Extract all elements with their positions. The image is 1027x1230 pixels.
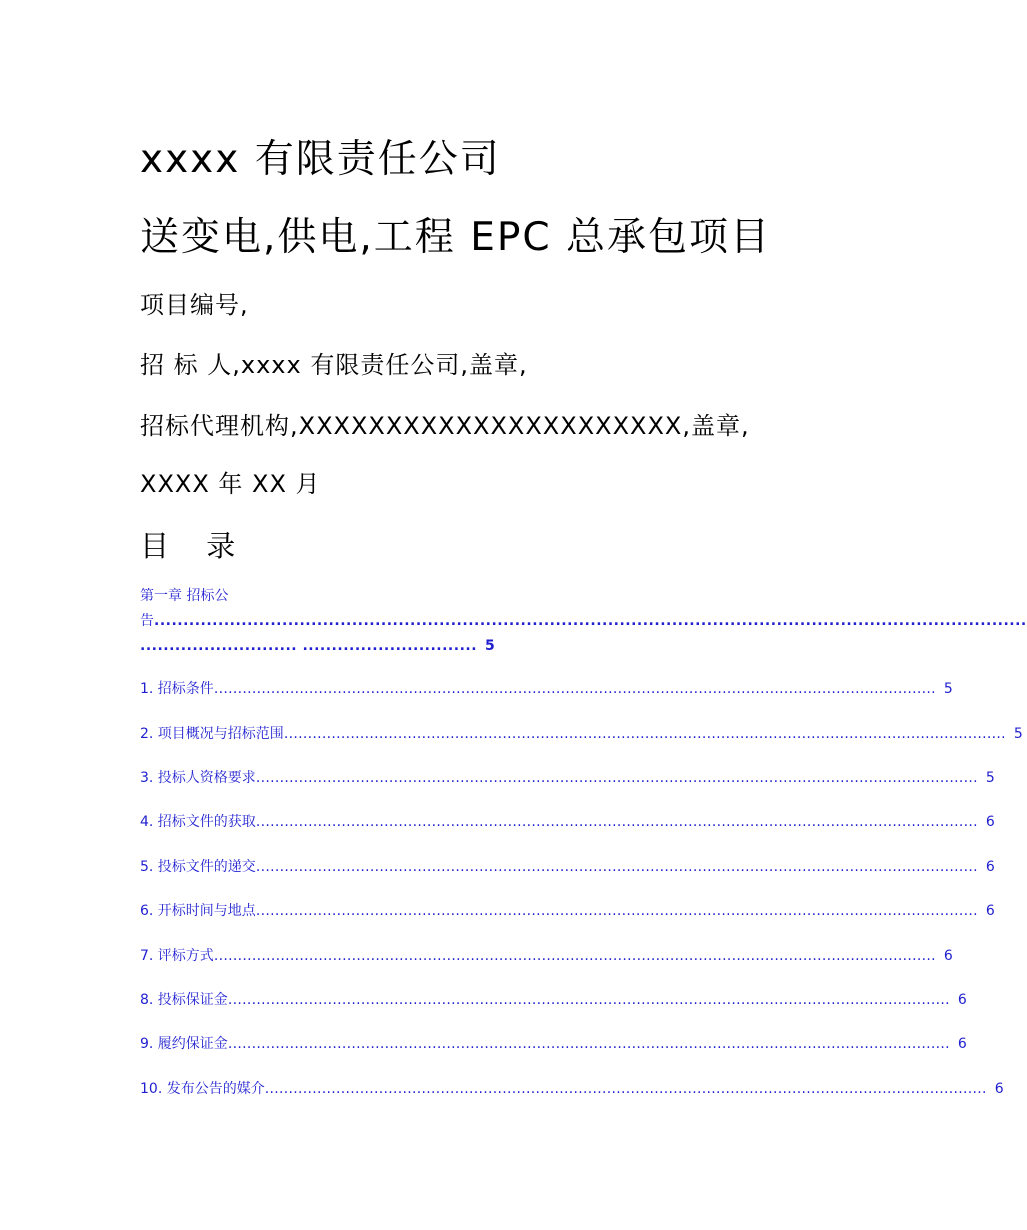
toc-chapter-title: 第一章 招标公 [140, 588, 229, 604]
toc-leader-dots: ........................................................................................................................................................ [255, 859, 978, 875]
toc-chapter-title-end: 告 [140, 613, 154, 629]
toc-item[interactable] [140, 678, 953, 700]
toc-page-number: 6 [957, 992, 967, 1008]
toc-leader-dots: ........................................................................................................................................................ [283, 726, 1006, 742]
toc-item[interactable] [140, 1033, 967, 1055]
toc-leader-dots: ........................................................................................................................................................ [255, 770, 978, 786]
toc-page-number: 6 [985, 814, 995, 830]
toc-leader-dots: ........................................................................................................................................................ [213, 681, 936, 697]
toc-item[interactable] [140, 811, 995, 833]
toc-page-number: 5 [985, 770, 995, 786]
toc-leader-dots: ........................................................................................................................................................ [255, 814, 978, 830]
toc-item[interactable] [140, 767, 995, 789]
toc-item[interactable] [140, 945, 953, 967]
project-number-label: 项目编号, [140, 291, 249, 319]
toc-item-label: 5. 投标文件的递交 [140, 859, 256, 875]
toc-leader-dots: ........................... .............................. [140, 638, 478, 654]
toc-item[interactable] [140, 1078, 1004, 1100]
toc-item-label: 7. 评标方式 [140, 948, 214, 964]
toc-leader-dots: ........................................................................................................................................................ [264, 1081, 987, 1097]
toc-item-label: 2. 项目概况与招标范围 [140, 726, 284, 742]
toc-leader-dots: ...................................................................................................................................................... [154, 613, 1027, 629]
toc-chapter-1[interactable] [140, 584, 1027, 659]
toc-item[interactable] [140, 900, 995, 922]
toc-item-label: 4. 招标文件的获取 [140, 814, 256, 830]
toc-chapter-title-cont [140, 609, 1027, 634]
toc-item-label: 6. 开标时间与地点 [140, 903, 256, 919]
toc-page-number: 5 [943, 681, 953, 697]
toc-chapter-leader-row [140, 634, 820, 659]
toc-item[interactable] [140, 989, 967, 1011]
toc-leader-dots: ........................................................................................................................................................ [227, 1036, 950, 1052]
toc-item-label: 9. 履约保证金 [140, 1036, 228, 1052]
toc-page-number: 6 [985, 903, 995, 919]
toc-page-number: 5 [1013, 726, 1023, 742]
toc-page-number: 6 [957, 1036, 967, 1052]
toc-item-label: 3. 投标人资格要求 [140, 770, 256, 786]
toc-item[interactable] [140, 723, 1023, 745]
toc-item-label: 1. 招标条件 [140, 681, 214, 697]
toc-leader-dots: ........................................................................................................................................................ [255, 903, 978, 919]
toc-heading: 目 录 [140, 529, 250, 563]
tenderer-line: 招 标 人,xxxx 有限责任公司,盖章, [140, 351, 528, 379]
toc-leader-dots: ........................................................................................................................................................ [227, 992, 950, 1008]
toc-item-label: 8. 投标保证金 [140, 992, 228, 1008]
date-line: XXXX 年 XX 月 [140, 470, 321, 498]
company-title: xxxx 有限责任公司 [140, 137, 501, 182]
toc-page-number: 6 [943, 948, 953, 964]
toc-page-number: 6 [994, 1081, 1004, 1097]
project-title: 送变电,供电,工程 EPC 总承包项目 [140, 215, 771, 260]
agency-line: 招标代理机构,XXXXXXXXXXXXXXXXXXXXXX,盖章, [140, 412, 750, 440]
toc-page-number: 5 [485, 638, 495, 654]
toc-item-label: 10. 发布公告的媒介 [140, 1081, 265, 1097]
toc-leader-dots: ........................................................................................................................................................ [213, 948, 936, 964]
toc-item[interactable] [140, 856, 995, 878]
toc-page-number: 6 [985, 859, 995, 875]
